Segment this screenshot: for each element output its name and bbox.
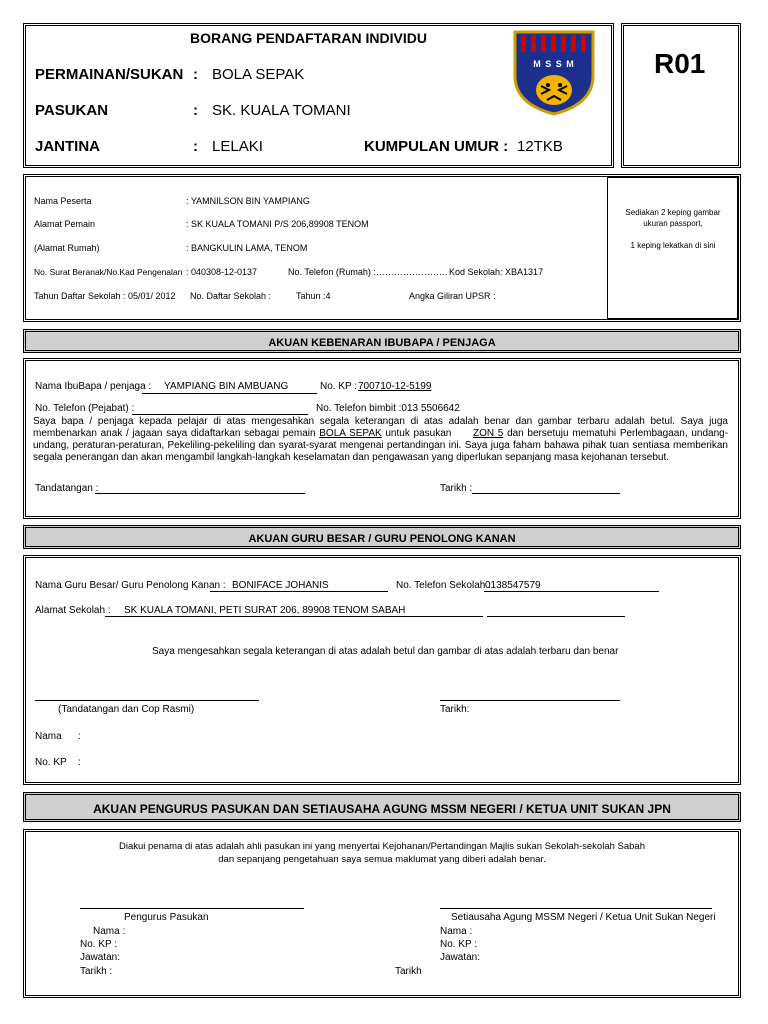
declaration-part-2: untuk pasukan [385, 428, 452, 439]
parent-declaration [33, 416, 728, 464]
gender-value: LELAKI [212, 138, 263, 155]
form-code-box [621, 23, 741, 168]
photo-instruction-1: Sediakan 2 keping gambar [625, 208, 721, 217]
declaration-part-1: Saya bapa / penjaga kepada pelajar di atas mengesahkan segala keterangan di atas adalah benar dan gambar terbaru adalah betul. Saya juga membenarkan anak / jagaan saya didaftarkan sebagai pemain [33, 416, 728, 439]
headmaster-signature-line [35, 700, 259, 701]
mobile-phone: No. Telefon bimbit :013 5506642 [316, 403, 460, 414]
headmaster-signature-label: (Tandatangan dan Cop Rasmi) [58, 704, 195, 715]
parent-date-line [472, 493, 620, 494]
school-year-value: : 05/01/ 2012 [123, 291, 176, 301]
parent-section-title: AKUAN KEBENARAN IBUBAPA / PENJAGA [23, 329, 741, 353]
declaration-part-3: dan bersetuju mematuhi Perlembagaan, undang-undang, peraturan-peraturan, Pekeliling-pekeliling dan syarat-syarat mengenai pertandingan ini. Saya juga faham bahawa pihak tuan sentiasa memberikan segala penerangan dan akan mengambil langkah-langkah keselamatan dan pengawasan yang diperlukan sepanjang masa kejohanan tersebut. [33, 428, 729, 463]
sport-sep: : [193, 66, 198, 83]
parent-signature-label: Tandatangan : [35, 483, 99, 494]
parent-name-line [142, 393, 317, 394]
office-phone-label: No. Telefon (Pejabat) : [35, 403, 135, 414]
gender-label: JANTINA [35, 138, 101, 155]
team-statement-2: dan sepanjang pengetahuan saya semua maklumat yang diberi adalah benar. [218, 854, 546, 865]
team-label: PASUKAN [35, 102, 109, 119]
manager-title: Pengurus Pasukan [124, 912, 209, 923]
office-phone-line [132, 414, 308, 415]
headmaster-section-title: AKUAN GURU BESAR / GURU PENOLONG KANAN [23, 525, 741, 549]
secretary-title: Setiausaha Agung MSSM Negeri / Ketua Unit Sukan Negeri [451, 912, 716, 923]
tahun: Tahun :4 [296, 291, 331, 301]
gender-sep: : [193, 138, 198, 155]
sport-value: BOLA SEPAK [212, 66, 305, 83]
participant-name-value: : YAMNILSON BIN YAMPIANG [186, 196, 310, 206]
form-title: BORANG PENDAFTARAN INDIVIDU [190, 30, 427, 46]
headmaster-kp-label: No. KP [35, 757, 67, 768]
headmaster-kp-colon: : [78, 757, 81, 768]
form-code: R01 [654, 48, 706, 79]
school-address-label: Alamat Sekolah : [35, 605, 111, 616]
ic-label: No. Surat Beranak/No.Kad Pengenalan [34, 267, 183, 277]
team-sep: : [193, 102, 198, 119]
headmaster-name-line [210, 591, 388, 592]
school-code: Kod Sekolah: XBA1317 [449, 267, 544, 277]
secretary-tarikh: Tarikh [395, 966, 422, 977]
headmaster-nama-colon: : [78, 731, 81, 742]
headmaster-nama-label: Nama [35, 731, 62, 742]
parent-name-label: Nama IbuBapa / penjaga : [35, 381, 152, 392]
headmaster-statement: Saya mengesahkan segala keterangan di atas adalah betul dan gambar di atas adalah terbaru dan benar [152, 646, 619, 657]
secretary-signature-line [440, 908, 712, 909]
logo-text: M S S M [533, 59, 575, 69]
headmaster-name-value: BONIFACE JOHANIS [232, 580, 329, 591]
mssm-logo [513, 30, 595, 116]
school-address-value: SK KUALA TOMANI, PETI SURAT 206, 89908 TENOM SABAH [124, 605, 406, 616]
photo-instruction-2: ukuran passport, [643, 219, 703, 228]
secretary-nama: Nama : [440, 926, 473, 937]
manager-tarikh: Tarikh : [80, 966, 113, 977]
participant-address-value: : SK KUALA TOMANI P/S 206,89908 TENOM [186, 219, 369, 229]
manager-kp: No. KP : [80, 939, 118, 950]
secretary-jawatan: Jawatan: [440, 952, 481, 963]
team-statement-1: Diakui penama di atas adalah ahli pasukan ini yang menyertai Kejohanan/Pertandingan Majlis sukan Sekolah-sekolah Sabah [118, 841, 645, 852]
school-phone-line [484, 591, 659, 592]
parent-name-value: YAMPIANG BIN AMBUANG [164, 381, 289, 392]
school-phone-value: 0138547579 [485, 580, 541, 591]
participant-name-label: Nama Peserta [34, 196, 92, 206]
home-phone-label: No. Telefon (Rumah) :…………………… [288, 267, 448, 277]
home-address-label: (Alamat Rumah) [34, 243, 100, 253]
secretary-kp: No. KP : [440, 939, 478, 950]
sport-label: PERMAINAN/SUKAN [35, 66, 184, 83]
parent-signature-line [95, 493, 305, 494]
headmaster-date-line [440, 700, 620, 701]
team-section-title: AKUAN PENGURUS PASUKAN DAN SETIAUSAHA AGUNG MSSM NEGERI / KETUA UNIT SUKAN JPN [23, 792, 741, 822]
age-group-value: 12TKB [517, 138, 563, 155]
school-address-line-2 [487, 616, 625, 617]
parent-date-label: Tarikh : [440, 483, 473, 494]
school-phone-label: No. Telefon Sekolah : [396, 580, 491, 591]
participant-address-label: Alamat Pemain [34, 219, 96, 229]
headmaster-date-label: Tarikh: [440, 704, 470, 715]
headmaster-name-label: Nama Guru Besar/ Guru Penolong Kanan : [35, 580, 226, 591]
declaration-sport: BOLA SEPAK [319, 428, 382, 439]
parent-kp-value: 700710-12-5199 [358, 381, 432, 392]
age-group-label: KUMPULAN UMUR : [364, 138, 509, 155]
school-address-line [105, 616, 483, 617]
home-address-value: : BANGKULIN LAMA, TENOM [186, 243, 308, 253]
manager-nama: Nama : [93, 926, 126, 937]
team-value: SK. KUALA TOMANI [212, 102, 351, 119]
ic-value: : 040308-12-0137 [186, 267, 258, 277]
school-year-label: Tahun Daftar Sekolah [34, 291, 121, 301]
photo-instruction-3: 1 keping lekatkan di sini [630, 241, 716, 250]
manager-signature-line [80, 908, 304, 909]
declaration-zone: ZON 5 [473, 428, 504, 439]
parent-kp-label: No. KP : [320, 381, 358, 392]
upsr: Angka Giliran UPSR : [409, 291, 496, 301]
manager-jawatan: Jawatan: [80, 952, 121, 963]
school-reg-no: No. Daftar Sekolah : [190, 291, 272, 301]
